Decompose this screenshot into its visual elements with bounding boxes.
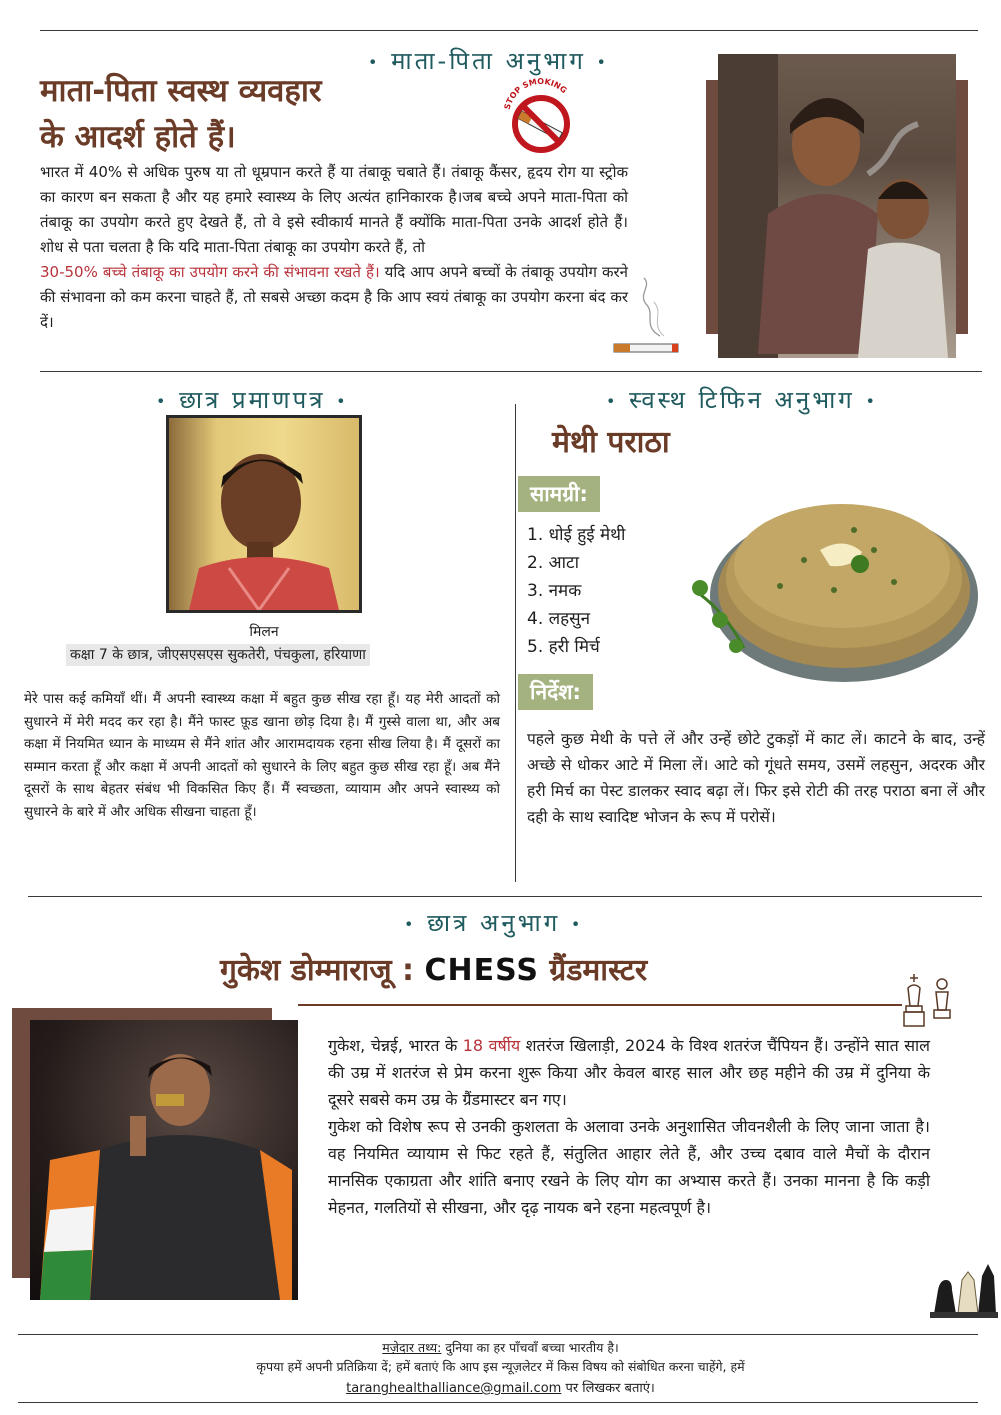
father-son-photo (718, 54, 956, 358)
ingredient-item: 3. नमक (527, 581, 582, 601)
gukesh-paragraph-2: गुकेश को विशेष रूप से उनकी कुशलता के अलावा उनके अनुशासित जीवनशैली के लिए जाना जाता है। वह नियमित व्यायाम से फिट रहते हैं, संतुलित आहार लेते हैं, और उच्च दबाव वाले मैचों के दौरान मानसिक एकाग्रता और शांति बनाए रखने के लिए योग का अभ्यास करते हैं। उनका मानना है कि कड़ी मेहनत, गलतियों से सीखना, और दृढ़ नायक बने रहना महत्वपूर्ण है। (328, 1117, 930, 1217)
recipe-title: मेथी पराठा (552, 425, 670, 460)
ingredient-item: 4. लहसुन (527, 609, 591, 629)
ingredient-item: 1. धोई हुई मेथी (527, 525, 626, 545)
milan-photo (166, 415, 362, 613)
title-underline (298, 1004, 902, 1006)
gukesh-paragraph-1: गुकेश, चेन्नई, भारत के 18 वर्षीय शतरंज खिलाड़ी, 2024 के विश्व शतरंज चैंपियन हैं। उन्होंने सात साल की उम्र में शतरंज से प्रेम करना शुरू किया और केवल बारह साल और छह महीने की उम्र में दुनिया के दूसरे सबसे कम उम्र के ग्रैंडमास्टर बन गए। (328, 1036, 931, 1109)
ingredient-item: 2. आटा (527, 553, 579, 573)
chess-wordmark: CHESS (424, 953, 539, 988)
footer-fact: मज़ेदार तथ्य: दुनिया का हर पाँचवाँ बच्चा भारतीय है। (382, 1340, 619, 1355)
stop-smoking-text: STOP SMOKING (502, 76, 569, 111)
section-rule-1 (40, 371, 982, 372)
ingredients-list (527, 521, 625, 661)
stop-smoking-logo (495, 72, 587, 158)
parent-title (40, 68, 480, 160)
paratha-photo (684, 470, 984, 692)
section-rule-2 (28, 896, 982, 897)
parent-paragraph: भारत में 40% से अधिक पुरुष या तो धूम्रपान करते हैं या तंबाकू चबाते हैं। तंबाकू कैंसर, हृदय रोग या स्ट्रोक का कारण बन सकता है और यह हमारे स्वास्थ्य के लिए अत्यंत हानिकारक है।जब बच्चे अपने माता-पिता को तंबाकू का उपयोग करते हुए देखते हैं, तो वे इसे स्वीकार्य मानते हैं क्योंकि माता-पिता उनके आदर्श होते हैं। शोध से पता चलता है कि यदि माता-पिता तंबाकू का उपयोग करते हैं, तो 30-50% बच्चे तंबाकू का उपयोग करने की संभावना रखते हैं। यदि आप अपने बच्चों के तंबाकू उपयोग करने की संभावना को कम करना चाहते हैं, तो सबसे अच्छा कदम है कि आप स्वयं तंबाकू का उपयोग करना बंद कर दें। (40, 163, 628, 331)
student-name: मिलन (249, 624, 279, 640)
tiffin-heading: • स्वस्थ टिफिन अनुभाग • (606, 386, 878, 414)
parent-section-heading: • माता-पिता अनुभाग • (368, 47, 609, 75)
student-section-heading: • छात्र अनुभाग • (404, 909, 584, 937)
footer-rule-top (18, 1334, 978, 1335)
student-caption: कक्षा 7 के छात्र, जीएसएसएस सुकतेरी, पंचकुला, हरियाणा (66, 644, 370, 666)
gukesh-paragraph (328, 1032, 930, 1221)
footer-feedback: कृपया हमें अपनी प्रतिक्रिया दें; हमें बताएं कि आप इस न्यूज़लेटर में किस विषय को संबोधित करना चाहेंगे, हमें (256, 1359, 745, 1374)
gukesh-age-highlight: 18 वर्षीय (462, 1036, 521, 1055)
footer-contact: taranghealthalliance@gmail.com पर लिखकर बताएं। (346, 1381, 655, 1396)
student-testimonial: मेरे पास कई कमियाँ थीं। मैं अपनी स्वास्थ्य कक्षा में बहुत कुछ सीख रहा हूँ। यह मेरी आदतों को सुधारने में मेरी मदद कर रहा है। मैंने फास्ट फ़ूड खाना छोड़ दिया है। मैं गुस्से वाला था, और अब कक्षा में नियमित ध्यान के माध्यम से मैंने शांत और आरामदायक रहना सीख लिया है। मैं दूसरों का सम्मान करता हूँ और कक्षा में अपनी आदतों को सुधारने के लिए बहुत कुछ सीख रहा हूँ। अब मैंने दूसरों के साथ बेहतर संबंध भी विकसित किए हैं। मैं स्वच्छता, व्यायाम और अपने स्वास्थ्य को सुधारने के बारे में और अधिक सीखना चाहता हूँ। (24, 691, 500, 820)
email-link[interactable]: taranghealthalliance@gmail.com (346, 1381, 562, 1396)
ingredients-label: सामग्री: (518, 476, 600, 512)
parent-title-line2: के आदर्श होते हैं। (40, 119, 236, 155)
cigarette-illustration (612, 276, 682, 358)
recipe-instructions: पहले कुछ मेथी के पत्ते लें और उन्हें छोटे टुकड़ों में काट लें। काटने के बाद, उन्हें अच्छे से धोकर आटे में मिला लें। आटे को गूंधते समय, उसमें लहसुन, अदरक और हरी मिर्च का पेस्ट डालकर स्वाद बढ़ा लें। फिर इसे रोटी की तरह पराठा बना लें और दही के साथ स्वादिष्ट भोजन के रूप में परोसें। (527, 730, 985, 826)
footer-rule-bottom (18, 1402, 978, 1403)
gukesh-title: गुकेश डोम्माराजू : CHESS ग्रैंडमास्टर (220, 953, 648, 988)
fact-label: मज़ेदार तथ्य: (382, 1340, 442, 1355)
top-rule (40, 30, 978, 31)
certificate-heading: • छात्र प्रमाणपत्र • (156, 386, 349, 414)
chess-pieces-sketch (900, 966, 960, 1032)
instructions-label: निर्देश: (518, 674, 593, 710)
chess-set-graphic (928, 1250, 998, 1320)
gukesh-photo (30, 1020, 298, 1300)
parent-highlight: 30-50% बच्चे तंबाकू का उपयोग करने की संभावना रखते हैं। (40, 263, 380, 281)
parent-title-line1: माता-पिता स्वस्थ व्यवहार (40, 73, 322, 109)
column-divider (515, 404, 516, 882)
ingredient-item: 5. हरी मिर्च (527, 637, 600, 657)
